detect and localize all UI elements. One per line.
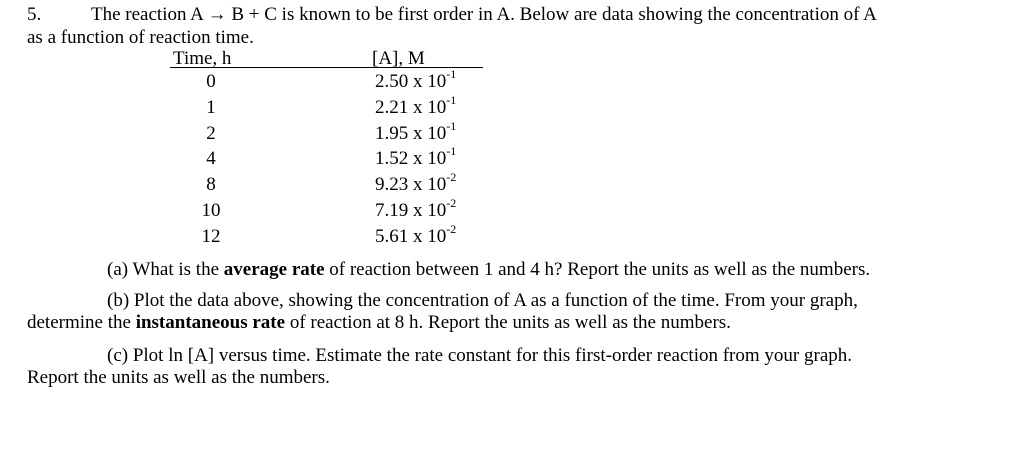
table-cell-time: 0 <box>206 71 216 92</box>
question-a-emphasis: average rate <box>223 259 325 280</box>
concentration-exponent: -1 <box>446 143 457 158</box>
problem-intro-line1 <box>27 4 877 26</box>
table-cell-time: 10 <box>201 200 221 221</box>
question-b-emphasis: instantaneous rate <box>135 312 286 333</box>
problem-number: 5. <box>27 4 42 25</box>
problem-intro-line2: as a function of reaction time. <box>27 27 254 48</box>
question-b-text-start: determine the <box>27 312 136 333</box>
table-cell-time: 12 <box>201 226 221 247</box>
problem-statement: The reaction A → B + C is known to be first order in A. Below are data showing the concentration of A <box>91 4 877 25</box>
concentration-mantissa: 2.50 x 10 <box>375 71 447 92</box>
table-cell-concentration <box>375 169 457 196</box>
concentration-exponent: -1 <box>446 118 457 133</box>
question-c-line2: Report the units as well as the numbers. <box>27 367 330 388</box>
concentration-mantissa: 9.23 x 10 <box>375 174 447 195</box>
table-cell-concentration <box>375 118 457 145</box>
table-cell-concentration <box>375 66 457 93</box>
concentration-exponent: -2 <box>446 169 457 184</box>
table-cell-time: 8 <box>206 174 216 195</box>
question-b-text-end: of reaction at 8 h. Report the units as well as the numbers. <box>285 312 731 333</box>
table-cell-concentration <box>375 221 457 248</box>
table-cell-time: 2 <box>206 123 216 144</box>
question-c-text-line1: (c) Plot ln [A] versus time. Estimate the rate constant for this first-order reaction from your graph. <box>107 345 852 366</box>
concentration-mantissa: 2.21 x 10 <box>375 97 447 118</box>
concentration-mantissa: 7.19 x 10 <box>375 200 447 221</box>
question-b-text-line1: (b) Plot the data above, showing the concentration of A as a function of the time. From your graph, <box>107 290 858 311</box>
table-cell-concentration <box>375 195 457 222</box>
table-header-time: Time, h <box>173 48 232 69</box>
question-b-line2 <box>27 312 731 334</box>
question-a-text-start: (a) What is the <box>107 259 224 280</box>
concentration-exponent: -1 <box>446 92 457 107</box>
table-cell-concentration <box>375 92 457 119</box>
table-header-rule <box>170 67 483 68</box>
table-cell-time: 4 <box>206 148 216 169</box>
concentration-mantissa: 1.95 x 10 <box>375 123 447 144</box>
table-header-concentration: [A], M <box>372 48 425 69</box>
concentration-exponent: -1 <box>446 66 457 81</box>
concentration-mantissa: 1.52 x 10 <box>375 148 447 169</box>
question-a <box>0 259 870 281</box>
table-cell-concentration <box>375 143 457 170</box>
table-cell-time: 1 <box>206 97 216 118</box>
concentration-exponent: -2 <box>446 221 457 236</box>
question-b-line1 <box>0 290 858 312</box>
question-a-text-end: of reaction between 1 and 4 h? Report the units as well as the numbers. <box>324 259 871 280</box>
concentration-mantissa: 5.61 x 10 <box>375 226 447 247</box>
concentration-exponent: -2 <box>446 195 457 210</box>
question-c-line1 <box>0 345 852 367</box>
